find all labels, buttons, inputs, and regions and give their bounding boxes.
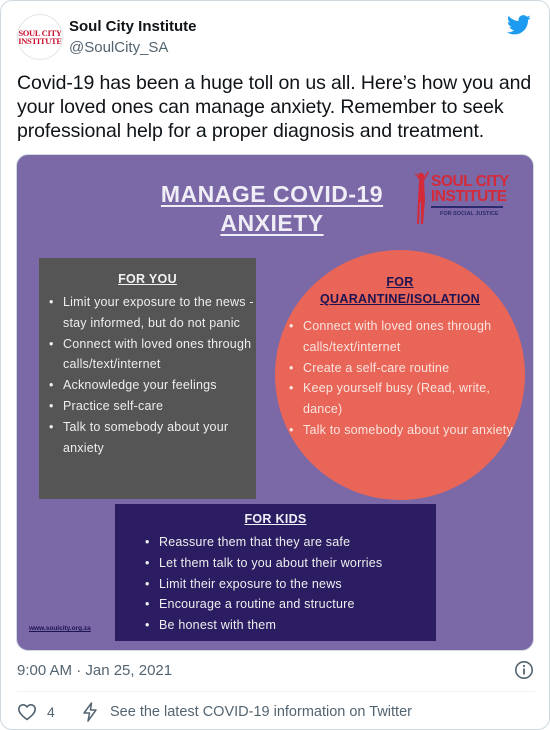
poster-title xyxy=(147,180,397,238)
quarantine-title-line2: QUARANTINE/ISOLATION xyxy=(320,292,480,306)
list-item: • Talk to somebody about your anxiety xyxy=(39,417,256,459)
brand-underline xyxy=(431,206,503,208)
like-count: 4 xyxy=(47,704,55,720)
quarantine-list xyxy=(279,316,519,441)
for-kids-title: FOR KIDS xyxy=(244,512,307,526)
avatar-logo-text-1: SOUL CITY xyxy=(18,28,62,38)
brand-tagline: FOR SOCIAL JUSTICE xyxy=(440,211,499,217)
list-item: • Be honest with them xyxy=(115,615,436,636)
user-handle[interactable]: @SoulCity_SA xyxy=(69,39,169,56)
brand-name-line1: SOUL CITY xyxy=(431,173,509,190)
tweet-text: Covid-19 has been a huge toll on us all. Here’s how you and your loved ones can manage anxiety. Remember to seek professional help for a proper diagnosis and treatment. xyxy=(17,72,532,142)
for-you-box xyxy=(39,258,256,499)
list-item: • Talk to somebody about your anxiety xyxy=(279,420,519,441)
list-item: • Connect with loved ones through calls/text/internet xyxy=(39,334,256,376)
list-item: • Reassure them that they are safe xyxy=(115,532,436,553)
divider xyxy=(17,691,535,692)
bolt-icon xyxy=(81,702,99,722)
list-item: • Create a self-care routine xyxy=(279,358,519,379)
brand-name xyxy=(431,174,509,204)
quarantine-title xyxy=(295,274,505,308)
tweet-timestamp[interactable]: 9:00 AM · Jan 25, 2021 xyxy=(17,662,173,679)
brand-logo xyxy=(412,170,522,230)
display-name[interactable]: Soul City Institute xyxy=(69,18,197,35)
list-item: • Connect with loved ones through calls/text/internet xyxy=(279,316,519,358)
covid-info-link[interactable] xyxy=(81,702,412,722)
list-item: • Practice self-care xyxy=(39,396,256,417)
poster-title-line1: MANAGE COVID-19 xyxy=(160,181,384,207)
quarantine-circle xyxy=(275,250,525,500)
for-kids-box xyxy=(115,504,436,641)
figure-icon xyxy=(412,170,432,226)
list-item: • Let them talk to you about their worries xyxy=(115,553,436,574)
like-button[interactable] xyxy=(17,702,55,722)
poster-website: www.soulcity.org.za xyxy=(29,625,91,632)
poster-title-line2: ANXIETY xyxy=(220,210,324,236)
for-you-list xyxy=(39,292,256,458)
list-item: • Limit their exposure to the news xyxy=(115,574,436,595)
tweet-image[interactable] xyxy=(16,154,534,651)
quarantine-title-line1: FOR xyxy=(386,275,414,289)
list-item: • Limit your exposure to the news - stay informed, but do not panic xyxy=(39,292,256,334)
brand-name-line2: INSTITUTE xyxy=(431,188,507,205)
for-you-title: FOR YOU xyxy=(118,272,177,286)
avatar[interactable] xyxy=(17,14,63,60)
list-item: • Keep yourself busy (Read, write, dance) xyxy=(279,378,519,420)
twitter-logo-icon[interactable] xyxy=(507,15,531,35)
heart-icon xyxy=(17,702,37,722)
info-icon[interactable] xyxy=(514,660,534,680)
list-item: • Encourage a routine and structure xyxy=(115,594,436,615)
for-kids-list xyxy=(115,532,436,636)
avatar-logo-text-2: INSTITUTE xyxy=(18,36,62,46)
list-item: • Acknowledge your feelings xyxy=(39,375,256,396)
covid-info-text: See the latest COVID-19 information on Twitter xyxy=(110,704,412,720)
